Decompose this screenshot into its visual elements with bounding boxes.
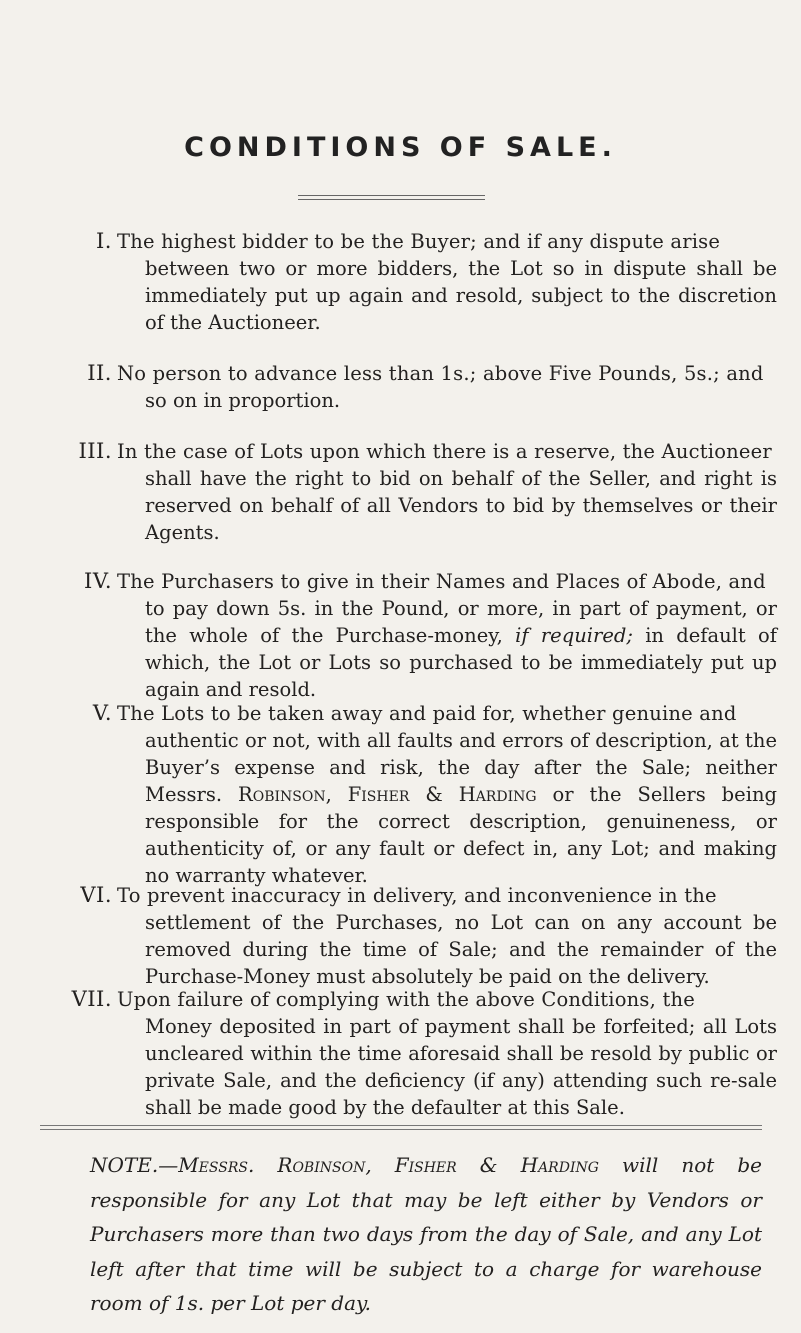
firm-name: Robinson, Fisher: [238, 783, 410, 806]
condition-numeral: V.: [92, 701, 112, 725]
condition-numeral: II.: [87, 361, 112, 385]
condition-text: The Purchasers to give in their Names and Places of Abode, and to pay down 5s. in the Pound, or more, in part of payment, or the whole of the Purchase-money, if required; in default of which, the Lot or Lots so purchased to be immediately put up again and resold.: [117, 570, 777, 701]
condition-text: To prevent inaccuracy in delivery, and inconvenience in the settlement of the Purchases, no Lot can on any account be removed during the time of Sale; and the remainder of the Purchase-Money must absolutely be paid on the delivery.: [117, 884, 777, 988]
note-paragraph: NOTE.—Messrs. Robinson, Fisher & Harding will not be responsible for any Lot that may be left either by Vendors or Purchasers more than two days from the day of Sale, and any Lot left after that time will be subject to a charge for warehouse room of 1s. per Lot per day.: [90, 1153, 762, 1315]
firm-name: Robinson, Fisher: [277, 1153, 457, 1177]
condition-numeral: VI.: [80, 883, 112, 907]
condition-numeral: VII.: [71, 987, 112, 1011]
condition-text: The Lots to be taken away and paid for, whether genuine and authentic or not, with all faults and errors of description, at the Buyer’s expense and risk, the day after the Sale; neither Messrs. Robinson, Fisher & Harding or the Sellers being responsible for the correct description, genuineness, or authenticity of, or any fault or defect in, any Lot; and making no warranty whatever.: [117, 702, 777, 887]
firm-name: Harding: [520, 1153, 599, 1177]
condition-text: No person to advance less than 1s.; above Five Pounds, 5s.; and so on in proportion.: [117, 362, 764, 412]
condition-text: Upon failure of complying with the above Conditions, the Money deposited in part of payment shall be forfeited; all Lots uncleared within the time aforesaid shall be resold by public or private Sale, and the deficiency (if any) attending such re-sale shall be made good by the defaulter at this Sale.: [117, 988, 777, 1119]
firm-name: Harding: [458, 783, 537, 806]
condition-numeral: IV.: [84, 569, 112, 593]
condition-text: In the case of Lots upon which there is a reserve, the Auctioneer shall have the right to bid on behalf of the Seller, and right is reserved on behalf of all Vendors to bid by themselves or their Agents.: [117, 440, 777, 544]
page-title: CONDITIONS OF SALE.: [184, 132, 617, 163]
section-divider: [40, 1125, 762, 1130]
condition-numeral: III.: [78, 439, 112, 463]
condition-text: The highest bidder to be the Buyer; and if any dispute arise between two or more bidders, the Lot so in dispute shall be immediately put up again and resold, subject to the discretion of the Auctioneer.: [117, 230, 777, 334]
title-divider: [298, 195, 485, 200]
condition-numeral: I.: [96, 229, 112, 253]
